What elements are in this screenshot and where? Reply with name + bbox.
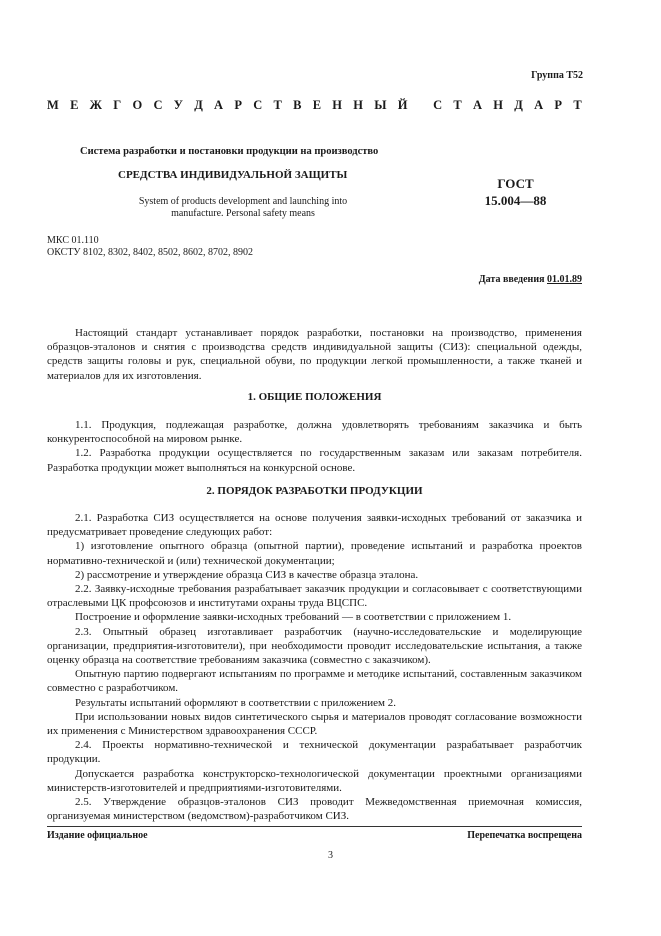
- banner-letter: А: [534, 98, 544, 112]
- paragraph: Допускается разработка конструкторско-технологической документации проектными организациями министерств-изготовителей и предприятиями-изготовителями.: [47, 767, 582, 794]
- banner-letter: Н: [493, 98, 504, 112]
- banner-letter: Р: [554, 98, 563, 112]
- section-2-body: [47, 511, 582, 823]
- banner-letter: В: [293, 98, 302, 112]
- paragraph: 2.1. Разработка СИЗ осуществляется на основе получения заявки-исходных требований от заказчика и предусматривает проведение следующих работ:: [47, 512, 582, 539]
- banner-letter: Й: [397, 98, 408, 112]
- interstate-standard-banner: [47, 98, 582, 113]
- group-code: Группа Т52: [531, 70, 583, 81]
- banner-letter: М: [47, 98, 59, 112]
- reprint-prohibited-label: Перепечатка воспрещена: [467, 830, 582, 841]
- section-1-body: [47, 418, 582, 475]
- okstu-code: ОКСТУ 8102, 8302, 8402, 8502, 8602, 8702, 8902: [47, 247, 254, 258]
- paragraph: 2) рассмотрение и утверждение образца СИЗ в качестве образца эталона.: [75, 568, 419, 581]
- banner-letter: С: [153, 98, 163, 112]
- banner-letter: Ж: [89, 98, 103, 112]
- gost-number: 15.004—88: [484, 193, 547, 208]
- banner-letter: Д: [514, 98, 523, 112]
- banner-letter: Н: [332, 98, 343, 112]
- paragraph: 1.1. Продукция, подлежащая разработке, должна удовлетворять требованиям заказчика и быть конкурентоспособной на мировом рынке.: [47, 419, 582, 446]
- paragraph: Построение и оформление заявки-исходных требований — в соответствии с приложением 1.: [75, 611, 512, 624]
- paragraph: 1.2. Разработка продукции осуществляется по государственным заказам или заказам потребителя. Разработка продукции может выполняться на конкурсной основе.: [47, 447, 582, 474]
- banner-letter: Д: [194, 98, 203, 112]
- paragraph: 2.4. Проекты нормативно-технической и технической документации разрабатывает разработчик продукции.: [47, 739, 582, 766]
- banner-letter: Г: [113, 98, 122, 112]
- banner-letter: С: [253, 98, 263, 112]
- banner-letter: [419, 98, 422, 113]
- classification-codes: [47, 235, 253, 259]
- banner-letter: Е: [70, 98, 79, 112]
- banner-letter: Т: [573, 98, 582, 112]
- introduction-date: [479, 274, 582, 285]
- date-label: Дата введения: [478, 274, 545, 285]
- paragraph: 1) изготовление опытного образца (опытной партии), проведение испытаний и разработка проектов нормативно-технической и (или) технической документации;: [47, 540, 582, 567]
- english-title: System of products development and launching into manufacture. Personal safety means: [138, 196, 348, 219]
- intro-paragraph: [47, 326, 582, 383]
- footer-divider: [47, 826, 582, 827]
- banner-letter: Т: [273, 98, 282, 112]
- date-value: 01.01.89: [547, 274, 582, 285]
- banner-letter: А: [473, 98, 483, 112]
- banner-letter: Ы: [374, 98, 387, 112]
- banner-letter: Т: [453, 98, 462, 112]
- banner-letter: Е: [312, 98, 322, 112]
- mks-code: МКС 01.110: [47, 235, 99, 246]
- page-number: 3: [328, 850, 333, 861]
- banner-letter: С: [433, 98, 443, 112]
- banner-letter: Н: [353, 98, 363, 112]
- official-edition-label: Издание официальное: [47, 830, 148, 841]
- section-1-heading: 1. ОБЩИЕ ПОЛОЖЕНИЯ: [247, 391, 382, 403]
- intro-text: Настоящий стандарт устанавливает порядок разработки, постановки на производство, применения образцов-эталонов и снятия с производства средств индивидуальной защиты (СИЗ): специальной одежды, средств защиты головы и рук, специальной обуви, по продукции легкой промышленности, а также тканей и материалов для их изготовления.: [47, 327, 582, 382]
- document-title: СРЕДСТВА ИНДИВИДУАЛЬНОЙ ЗАЩИТЫ: [118, 169, 348, 181]
- banner-letter: А: [214, 98, 224, 112]
- system-title: Система разработки и постановки продукции на производство: [80, 146, 379, 157]
- banner-letter: Р: [234, 98, 242, 112]
- section-2-heading: 2. ПОРЯДОК РАЗРАБОТКИ ПРОДУКЦИИ: [206, 485, 423, 497]
- gost-label: ГОСТ: [497, 176, 534, 191]
- banner-letter: О: [132, 98, 143, 112]
- paragraph: При использовании новых видов синтетического сырья и материалов проводят согласование возможности их применения с Министерством здравоохранения СССР.: [47, 710, 582, 738]
- paragraph: 2.2. Заявку-исходные требования разрабатывает заказчик продукции и согласовывает с соответствующими отраслевыми ЦК профсоюзов и институтами охраны труда ВЦСПС.: [47, 583, 582, 610]
- paragraph: 2.5. Утверждение образцов-эталонов СИЗ проводит Межведомственная приемочная комиссия, организуемая министерством (ведомством)-разработчиком СИЗ.: [47, 796, 582, 823]
- banner-letter: У: [173, 98, 183, 112]
- paragraph: Результаты испытаний оформляют в соответствии с приложением 2.: [75, 696, 396, 709]
- paragraph: Опытную партию подвергают испытаниям по программе и методике испытаний, составленным заказчиком совместно с разработчиком.: [47, 668, 582, 695]
- gost-designation: [478, 175, 553, 209]
- paragraph: 2.3. Опытный образец изготавливает разработчик (научно-исследовательские и моделирующие организации, предприятия-изготовители), при необходимости проводит исследовательские испытания, а также оценку образца на соответствие требованиям заказчика (совместно с заказчиком).: [47, 625, 582, 667]
